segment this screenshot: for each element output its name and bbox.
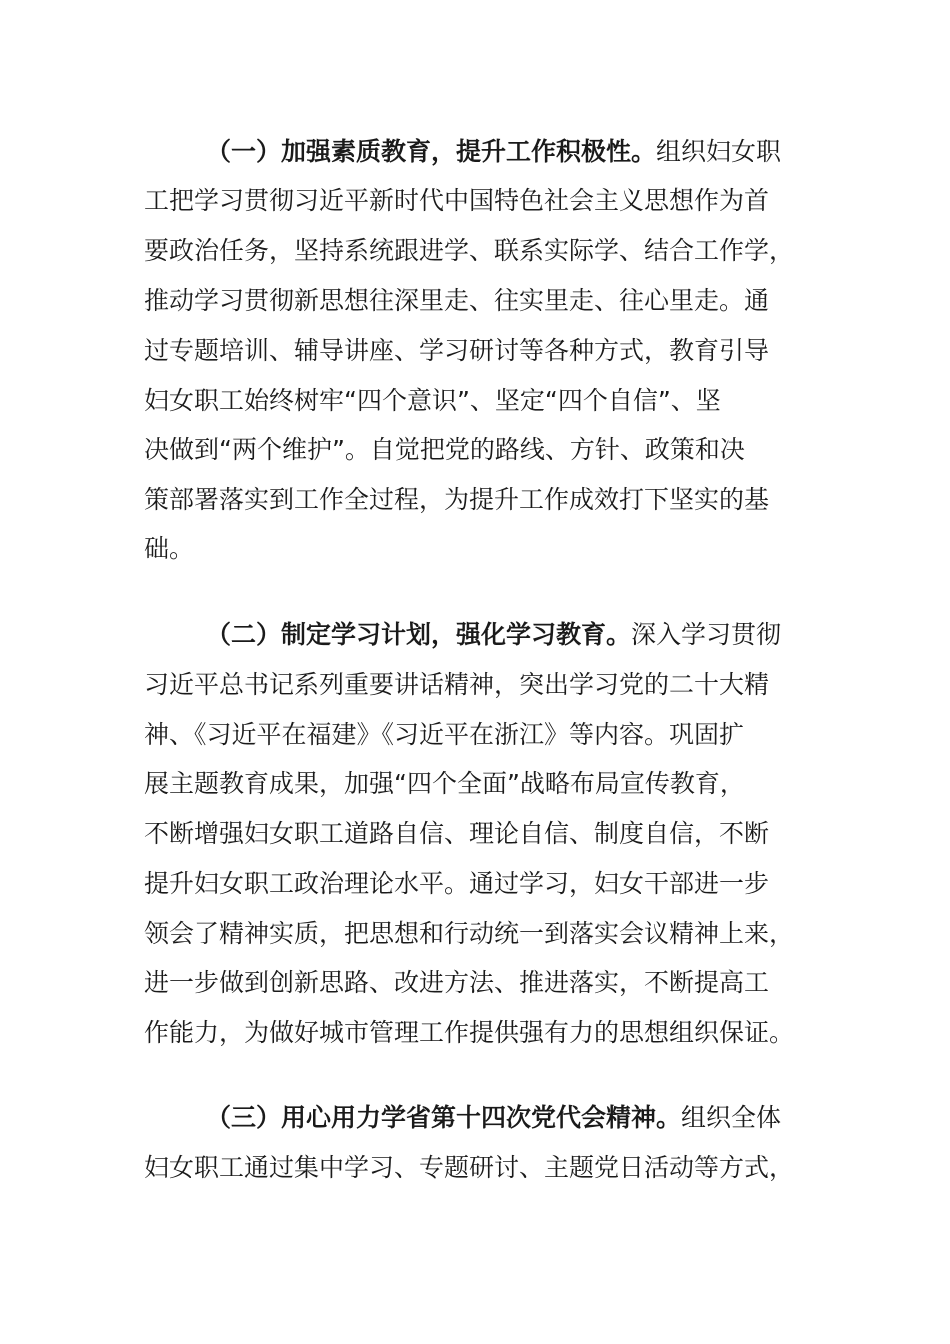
paragraph-line: 策部署落实到工作全过程，为提升工作成效打下坚实的基 bbox=[144, 485, 770, 514]
paragraph-line: 展主题教育成果，加强“四个全面”战略布局宣传教育， bbox=[144, 769, 745, 798]
paragraph-line: 神、《习近平在福建》《习近平在浙江》等内容。巩固扩 bbox=[144, 720, 745, 749]
paragraph-line: 领会了精神实质，把思想和行动统一到落实会议精神上来， bbox=[144, 919, 795, 948]
paragraph-line: 习近平总书记系列重要讲话精神，突出学习党的二十大精 bbox=[144, 670, 770, 699]
paragraph-text: 深入学习贯彻 bbox=[631, 620, 782, 649]
paragraph-line: 推动学习贯彻新思想往深里走、往实里走、往心里走。通 bbox=[144, 286, 770, 315]
paragraph-line: 妇女职工通过集中学习、专题研讨、主题党日活动等方式， bbox=[144, 1153, 795, 1182]
paragraph-line: 作能力，为做好城市管理工作提供强有力的思想组织保证。 bbox=[144, 1018, 795, 1047]
paragraph-line: 提升妇女职工政治理论水平。通过学习，妇女干部进一步 bbox=[144, 869, 770, 898]
paragraph-text: 组织全体 bbox=[681, 1103, 782, 1132]
paragraph-line: 要政治任务，坚持系统跟进学、联系实际学、结合工作学， bbox=[144, 236, 795, 265]
paragraph-line: 进一步做到创新思路、改进方法、推进落实，不断提高工 bbox=[144, 968, 770, 997]
section-heading: （一）加强素质教育，提升工作积极性。 bbox=[206, 137, 657, 166]
paragraph-line bbox=[206, 615, 826, 655]
paragraph-line: 工把学习贯彻习近平新时代中国特色社会主义思想作为首 bbox=[144, 186, 770, 215]
paragraph-line: 决做到“两个维护”。自觉把党的路线、方针、政策和决 bbox=[144, 435, 745, 464]
paragraph-text: 组织妇女职 bbox=[656, 137, 782, 166]
paragraph-line: 妇女职工始终树牢“四个意识”、坚定“四个自信”、坚 bbox=[144, 386, 721, 415]
paragraph-line bbox=[206, 1098, 826, 1138]
paragraph-line: 础。 bbox=[144, 534, 195, 563]
paragraph-line bbox=[206, 132, 826, 172]
section-heading: （二）制定学习计划，强化学习教育。 bbox=[206, 620, 632, 649]
section-heading: （三）用心用力学省第十四次党代会精神。 bbox=[206, 1103, 682, 1132]
paragraph-line: 过专题培训、辅导讲座、学习研讨等各种方式，教育引导 bbox=[144, 336, 770, 365]
paragraph-line: 不断增强妇女职工道路自信、理论自信、制度自信，不断 bbox=[144, 819, 770, 848]
